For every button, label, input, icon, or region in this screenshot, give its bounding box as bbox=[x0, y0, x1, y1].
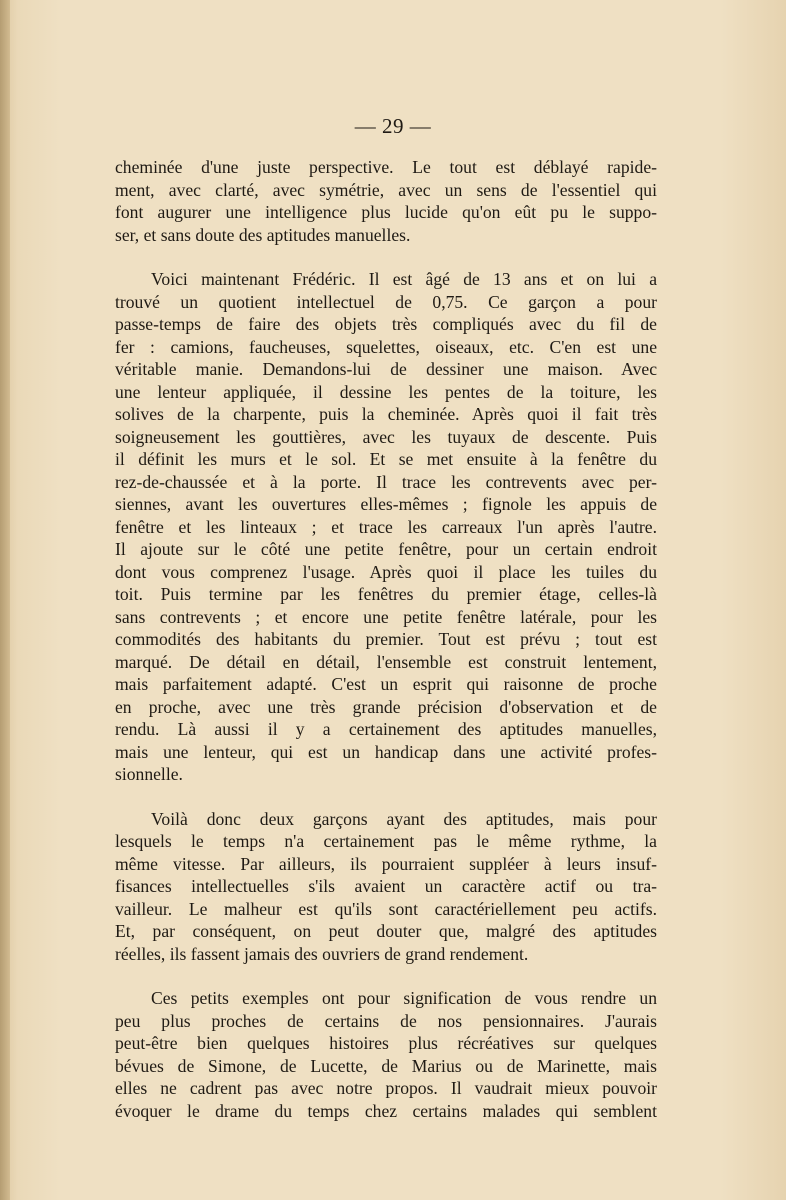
text-line: Ces petits exemples ont pour signification de vous rendre un bbox=[151, 988, 657, 1008]
body-text bbox=[115, 156, 657, 1144]
text-line: Voici maintenant Frédéric. Il est âgé de 13 ans et on lui a bbox=[151, 269, 657, 289]
text-line: toit. Puis termine par les fenêtres du premier étage, celles-là bbox=[115, 584, 657, 604]
text-line: fenêtre et les linteaux ; et trace les carreaux l'un après l'autre. bbox=[115, 516, 657, 537]
text-line: marqué. De détail en détail, l'ensemble est construit lentement, bbox=[115, 651, 657, 672]
text-line: il définit les murs et le sol. Et se met ensuite à la fenêtre du bbox=[115, 449, 657, 469]
text-line: font augurer une intelligence plus lucide qu'on eût pu le suppo- bbox=[115, 202, 657, 222]
text-line: trouvé un quotient intellectuel de 0,75. Ce garçon a pour bbox=[115, 291, 657, 312]
text-line: une lenteur appliquée, il dessine les pentes de la toiture, les bbox=[115, 381, 657, 402]
text-line: vailleur. Le malheur est qu'ils sont caractériellement peu actifs. bbox=[115, 898, 657, 919]
binding-edge bbox=[0, 0, 10, 1200]
text-line: Voilà donc deux garçons ayant des aptitudes, mais pour bbox=[151, 808, 657, 829]
text-line: dont vous comprenez l'usage. Après quoi il place les tuiles du bbox=[115, 561, 657, 582]
text-line: évoquer le drame du temps chez certains malades qui semblent bbox=[115, 1100, 657, 1121]
paragraph-4 bbox=[115, 987, 657, 1122]
text-line: cheminée d'une juste perspective. Le tout est déblayé rapide- bbox=[115, 157, 657, 177]
text-line: mais parfaitement adapté. C'est un esprit qui raisonne de proche bbox=[115, 674, 657, 694]
text-line: rendu. Là aussi il y a certainement des aptitudes manuelles, bbox=[115, 719, 657, 739]
text-line: sans contrevents ; et encore une petite fenêtre latérale, pour les bbox=[115, 606, 657, 627]
text-line: fisances intellectuelles s'ils avaient un caractère actif ou tra- bbox=[115, 876, 657, 896]
text-line: fer : camions, faucheuses, squelettes, oiseaux, etc. C'en est une bbox=[115, 336, 657, 357]
text-line: siennes, avant les ouvertures elles-mêmes ; fignole les appuis de bbox=[115, 494, 657, 514]
text-line: passe-temps de faire des objets très compliqués avec du fil de bbox=[115, 314, 657, 334]
text-line: ment, avec clarté, avec symétrie, avec un sens de l'essentiel qui bbox=[115, 179, 657, 200]
text-line: même vitesse. Par ailleurs, ils pourraient suppléer à leurs insuf- bbox=[115, 853, 657, 874]
text-line: mais une lenteur, qui est un handicap dans une activité profes- bbox=[115, 741, 657, 762]
page-number: — 29 — bbox=[354, 114, 432, 138]
text-line: rez-de-chaussée et à la porte. Il trace les contrevents avec per- bbox=[115, 471, 657, 492]
text-line: commodités des habitants du premier. Tout est prévu ; tout est bbox=[115, 629, 657, 649]
text-line: Et, par conséquent, on peut douter que, malgré des aptitudes bbox=[115, 921, 657, 941]
text-line: Il ajoute sur le côté une petite fenêtre, pour un certain endroit bbox=[115, 539, 657, 559]
text-line: bévues de Simone, de Lucette, de Marius ou de Marinette, mais bbox=[115, 1055, 657, 1076]
text-line: peut-être bien quelques histoires plus récréatives sur quelques bbox=[115, 1033, 657, 1053]
paragraph-2 bbox=[115, 268, 657, 786]
text-line: en proche, avec une très grande précision d'observation et de bbox=[115, 696, 657, 717]
text-line: soigneusement les gouttières, avec les tuyaux de descente. Puis bbox=[115, 426, 657, 447]
paragraph-1 bbox=[115, 156, 657, 246]
text-line: réelles, ils fassent jamais des ouvriers de grand rendement. bbox=[115, 943, 529, 964]
text-line: lesquels le temps n'a certainement pas le même rythme, la bbox=[115, 831, 657, 851]
text-line: solives de la charpente, puis la cheminée. Après quoi il fait très bbox=[115, 404, 657, 424]
text-line: elles ne cadrent pas avec notre propos. Il vaudrait mieux pouvoir bbox=[115, 1078, 657, 1098]
text-line: sionnelle. bbox=[115, 764, 183, 784]
text-line: peu plus proches de certains de nos pensionnaires. J'aurais bbox=[115, 1010, 657, 1031]
text-line: ser, et sans doute des aptitudes manuelles. bbox=[115, 224, 411, 245]
text-line: véritable manie. Demandons-lui de dessiner une maison. Avec bbox=[115, 359, 657, 379]
paragraph-3 bbox=[115, 808, 657, 966]
